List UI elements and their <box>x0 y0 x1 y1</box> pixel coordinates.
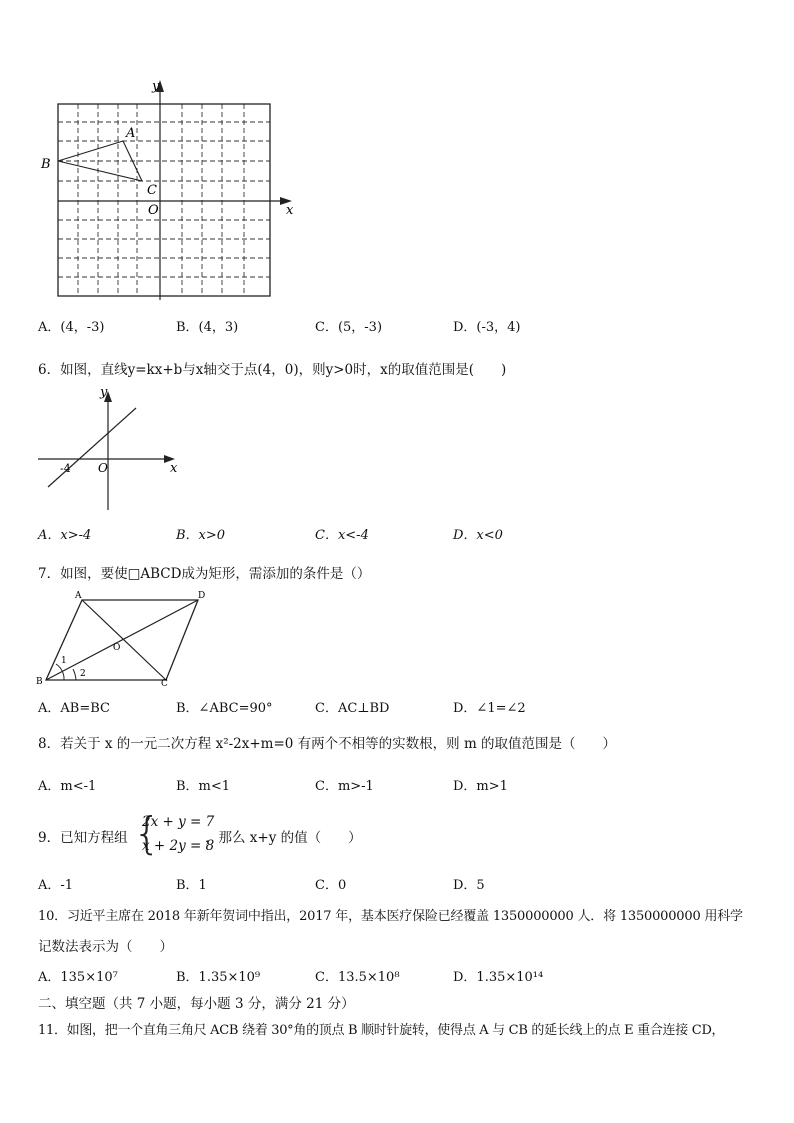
q6-options <box>38 524 638 544</box>
q7-vertex-a: A <box>75 591 82 601</box>
q5-option-a[interactable]: A．(4，-3) <box>38 320 105 335</box>
q11-question: 11．如图，把一个直角三角尺 ACB 绕着 30°角的顶点 B 顺时针旋转，使得点 A 与 CB 的延长线上的点 E 重合连接 CD， <box>38 1023 725 1038</box>
q6-y-label: y <box>100 385 108 400</box>
q9-suffix: ，那么 x+y 的值（ ） <box>205 830 362 846</box>
q9-option-a[interactable]: A．-1 <box>38 878 74 893</box>
q9-option-c[interactable]: C．0 <box>315 878 347 893</box>
q7-angle-2: 2 <box>80 669 86 679</box>
q6-option-b[interactable]: B．x>0 <box>176 528 226 543</box>
q5-y-label: y <box>152 79 160 94</box>
q6-intercept-label: -4 <box>60 462 71 475</box>
q10-option-d[interactable]: D．1.35×10¹⁴ <box>453 970 544 985</box>
q7-question: 7．如图，要使□ABCD成为矩形，需添加的条件是（） <box>38 566 371 582</box>
q5-options <box>38 316 638 336</box>
q10-options <box>38 966 638 986</box>
q6-option-d[interactable]: D．x<0 <box>453 528 503 543</box>
q8-option-d[interactable]: D．m>1 <box>453 779 508 794</box>
q10-option-b[interactable]: B．1.35×10⁹ <box>176 970 261 985</box>
q7-vertex-c: C <box>161 679 168 688</box>
q10-option-a[interactable]: A．135×10⁷ <box>38 970 118 985</box>
q9-option-b[interactable]: B．1 <box>176 878 207 893</box>
q8-option-b[interactable]: B．m<1 <box>176 779 231 794</box>
q7-vertex-d: D <box>198 591 206 601</box>
q5-point-c-label: C <box>147 183 157 198</box>
q10-question-line2: 记数法表示为（ ） <box>38 939 173 955</box>
q7-vertex-b: B <box>36 677 43 687</box>
q9-options <box>38 874 638 894</box>
q7-option-c[interactable]: C．AC⊥BD <box>315 701 390 716</box>
q7-option-d[interactable]: D．∠1=∠2 <box>453 701 526 716</box>
q5-origin-label: O <box>148 203 159 218</box>
q7-option-a[interactable]: A．AB=BC <box>38 701 110 716</box>
q9-equation-1: 2x + y = 7 <box>142 814 215 830</box>
q5-grid-figure <box>36 74 300 304</box>
section-2-title: 二、填空题（共 7 小题，每小题 3 分，满分 21 分） <box>38 996 355 1012</box>
q5-option-b[interactable]: B．(4，3) <box>176 320 239 335</box>
q9-prefix: 9．已知方程组 <box>38 830 128 846</box>
q7-center-o: O <box>113 643 121 653</box>
q6-question: 6．如图，直线y=kx+b与x轴交于点(4，0)，则y>0时，x的取值范围是( ) <box>38 362 507 378</box>
q7-options <box>38 697 638 717</box>
q6-x-label: x <box>170 461 178 476</box>
q10-option-c[interactable]: C．13.5×10⁸ <box>315 970 400 985</box>
q7-parallelogram-figure <box>36 588 216 688</box>
q7-angle-1: 1 <box>61 656 67 666</box>
q5-option-d[interactable]: D．(-3，4) <box>453 320 521 335</box>
q5-point-b-label: B <box>41 157 51 172</box>
q10-question-line1: 10．习近平主席在 2018 年新年贺词中指出，2017 年，基本医疗保险已经覆盖 1350000000 人．将 1350000000 用科学 <box>38 909 743 924</box>
q9-equation-2: x + 2y = 8 <box>142 838 215 854</box>
q6-origin-label: O <box>98 461 108 475</box>
q8-question: 8．若关于 x 的一元二次方程 x²-2x+m=0 有两个不相等的实数根，则 m 的取值范围是（ ） <box>38 736 617 752</box>
q9-option-d[interactable]: D．5 <box>453 878 485 893</box>
q7-option-b[interactable]: B．∠ABC=90° <box>176 701 273 716</box>
q5-x-label: x <box>286 203 294 218</box>
q8-options <box>38 775 638 795</box>
q6-line-graph <box>36 382 182 512</box>
q5-option-c[interactable]: C．(5，-3) <box>315 320 383 335</box>
q6-option-c[interactable]: C．x<-4 <box>315 528 369 543</box>
q5-point-a-label: A <box>126 126 136 141</box>
q6-option-a[interactable]: A．x>-4 <box>38 528 92 543</box>
q9-brace: { <box>133 808 161 859</box>
q8-option-c[interactable]: C．m>-1 <box>315 779 374 794</box>
q8-option-a[interactable]: A．m<-1 <box>38 779 97 794</box>
